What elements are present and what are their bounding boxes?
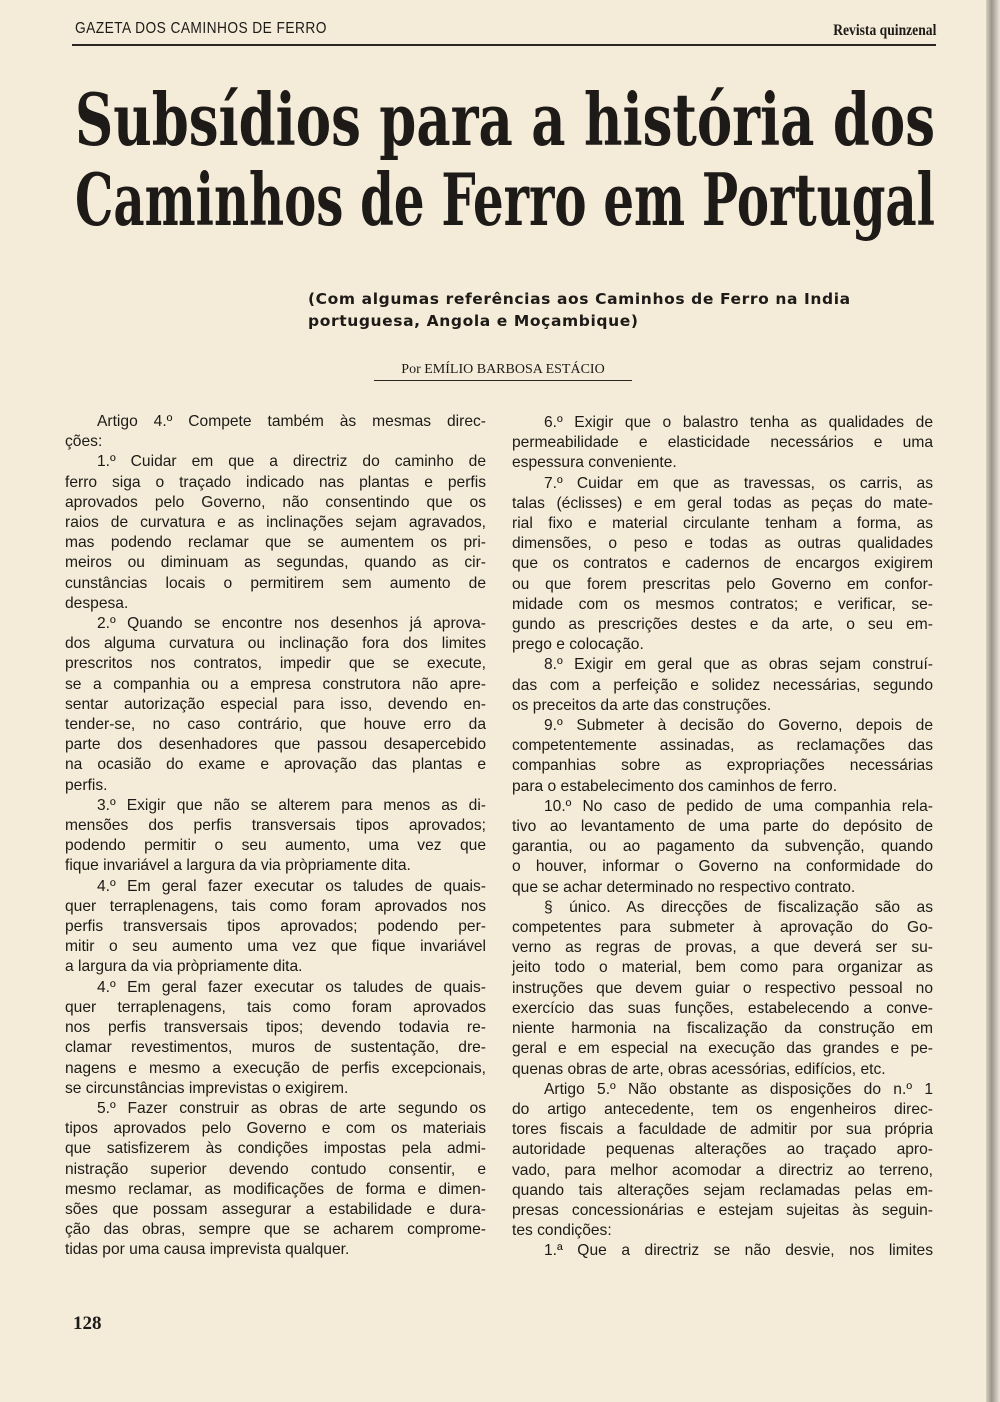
article-subtitle <box>308 288 851 332</box>
paragraph-line: sentar autorização especial para isso, devendo en- <box>65 695 486 713</box>
paragraph-line: tidas por uma causa imprevista qualquer. <box>65 1241 350 1259</box>
paragraph-line: 10.º No caso de pedido de uma companhia rela- <box>544 797 933 815</box>
paragraph-line: jeito todo o material, bem como para organizar as <box>512 959 933 977</box>
paragraph-line: mas podendo reclamar que se aumentem os pri- <box>65 534 486 552</box>
paragraph-line: raios de curvatura e as inclinações sejam agravados, <box>65 514 486 532</box>
paragraph-line: dimensões, o peso e todas as outras qualidades <box>512 535 933 553</box>
paragraph-line: niente harmonia na fiscalização da construção em <box>512 1020 933 1038</box>
paragraph-line: ção das obras, sempre que se acharem comprome- <box>65 1221 486 1239</box>
paragraph-line: mitir o seu aumento uma vez que fique invariável <box>65 938 486 956</box>
paragraph-line: vado, para melhor acomodar a directriz ao terreno, <box>512 1161 933 1179</box>
paragraph-line: perfis transversais tipos aprovados; podendo per- <box>65 918 486 936</box>
subtitle-line: (Com algumas referências aos Caminhos de Ferro na India <box>308 290 851 308</box>
paragraph-line: 9.º Submeter à decisão do Governo, depois de <box>544 717 933 735</box>
paragraph-line: 1.º Cuidar em que a directriz do caminho de <box>97 453 486 471</box>
paragraph-line: quer terraplenagens, tais como foram aprovados <box>65 998 486 1016</box>
publication-name: GAZETA DOS CAMINHOS DE FERRO <box>75 20 327 37</box>
paragraph-line: ferro siga o traçado indicado nas plantas e perfis <box>65 473 486 491</box>
paragraph-line: se a companhia ou a empresa construtora não apre- <box>65 675 486 693</box>
paragraph-line: nos perfis transversais tipos; devendo todavia re- <box>65 1019 486 1037</box>
paragraph-line: que se achar determinado no respectivo contrato. <box>512 878 856 896</box>
subtitle-line: portuguesa, Angola e Moçambique) <box>308 312 639 330</box>
article-title-line-1 <box>75 77 935 162</box>
paragraph-line: 3.º Exigir que não se alterem para menos as di- <box>97 796 486 814</box>
text-column-right <box>512 413 933 1262</box>
paragraph-line: 6.º Exigir que o balastro tenha as qualidades de <box>544 414 933 431</box>
paragraph-line: meiros ou diminuam as segundas, quando as cir- <box>65 554 486 572</box>
paragraph-line: Artigo 4.º Compete também às mesmas direc- <box>97 413 486 430</box>
paragraph-line: midade com os mesmos contratos; e verificar, se- <box>512 595 933 613</box>
paragraph-line: do artigo antecedente, tem os engenheiros direc- <box>512 1100 933 1118</box>
paragraph-line: tipos aprovados pelo Governo e com os materiais <box>65 1120 486 1138</box>
author-byline: Por EMÍLIO BARBOSA ESTÁCIO <box>374 362 632 381</box>
paragraph-line: Artigo 5.º Não obstante as disposições do n.º 1 <box>544 1080 933 1098</box>
paragraph-line: ou que forem prescritas pelo Governo em confor- <box>512 575 933 593</box>
paragraph-line: 4.º Em geral fazer executar os taludes de quais- <box>97 877 486 895</box>
paragraph-line: clamar revestimentos, muros de sustentação, dre- <box>65 1039 486 1057</box>
paragraph-line: dos alguma curvatura ou inclinação fora dos limites <box>65 635 486 653</box>
paragraph-line: 8.º Exigir em geral que as obras sejam construí- <box>544 656 933 674</box>
paragraph-line: 2.º Quando se encontre nos desenhos já aprova- <box>97 615 486 633</box>
paragraph-line: permeabilidade e elasticidade necessários e uma <box>512 434 933 452</box>
paragraph-line: fique invariável a largura da via pròpriamente dita. <box>65 857 411 875</box>
paragraph-line: se circunstâncias imprevistas o exigirem. <box>65 1079 349 1097</box>
title-text: Subsídios para a história dos <box>75 77 935 162</box>
article-title-line-2 <box>75 157 935 242</box>
paragraph-line: tes condições: <box>512 1222 612 1240</box>
paragraph-line: verno as regras de provas, a que deverá ser su- <box>512 939 933 957</box>
paragraph-line: para o estabelecimento dos caminhos de ferro. <box>512 777 838 795</box>
paragraph-line: talas (éclisses) e em geral todas as peças do mate- <box>512 494 933 512</box>
publication-frequency: Revista quinzenal <box>832 22 936 39</box>
paragraph-line: quenas obras de arte, obras acessórias, edifícios, etc. <box>512 1060 886 1078</box>
paragraph-line: autoridade pequenas alterações ao traçado apro- <box>512 1141 933 1159</box>
paragraph-line: rial fixo e material circulante tenham a forma, as <box>512 515 933 533</box>
paragraph-line: tivo ao levantamento de uma parte do depósito de <box>512 818 933 836</box>
paragraph-line: nistração superior devendo contudo consentir, e <box>65 1160 486 1178</box>
paragraph-line: § único. As direcções de fiscalização são as <box>544 898 933 916</box>
paragraph-line: cunstâncias locais o permitirem sem aumento de <box>65 574 486 592</box>
paragraph-line: das com a perfeição e solidez necessárias, segundo <box>512 676 933 694</box>
paragraph-line: na ocasião do exame e aprovação das plantas e <box>65 756 486 774</box>
paragraph-line: espessura conveniente. <box>512 454 677 472</box>
paragraph-line: mensões dos perfis transversais tipos aprovados; <box>65 817 486 835</box>
paragraph-line: que os contratos e cadernos de encargos exigirem <box>512 555 933 573</box>
paragraph-line: companhias sobre as expropriações necessárias <box>512 757 933 775</box>
paragraph-line: 4.º Em geral fazer executar os taludes de quais- <box>97 978 486 996</box>
paragraph-line: garantia, ou ao pagamento da subvenção, quando <box>512 838 933 856</box>
paragraph-line: nagens e mesmo a execução de perfis excepcionais, <box>65 1059 486 1077</box>
paragraph-line: prescritos nos contratos, impedir que se execute, <box>65 655 486 673</box>
page-number: 128 <box>73 1313 102 1334</box>
paragraph-line: quando tais alterações sejam reclamadas pelas em- <box>512 1181 933 1199</box>
paragraph-line: instruções que devem guiar o respectivo pessoal no <box>512 979 933 997</box>
paragraph-line: aprovados pelo Governo, não consentindo que os <box>65 493 486 511</box>
header-rule <box>72 44 936 46</box>
paragraph-line: tender-se, no caso contrário, que houve erro da <box>65 716 486 734</box>
page-edge <box>986 0 1000 1402</box>
paragraph-line: despesa. <box>65 594 129 612</box>
paragraph-line: a largura da via pròpriamente dita. <box>65 958 303 976</box>
paragraph-line: quer terraplenagens, tais como foram aprovados nos <box>65 897 486 915</box>
paragraph-line: podendo permitir o seu aumento, uma vez que <box>65 837 486 855</box>
paragraph-line: que satisfizerem às condições impostas pela admi- <box>65 1140 486 1158</box>
paragraph-line: 5.º Fazer construir as obras de arte segundo os <box>97 1099 486 1117</box>
paragraph-line: perfis. <box>65 776 108 794</box>
paragraph-line: parte dos desenhadores que passou desapercebido <box>65 736 486 754</box>
paragraph-line: gundo as prescrições destes e da arte, o seu em- <box>512 616 933 634</box>
paragraph-line: 7.º Cuidar em que as travessas, os carris, as <box>544 474 933 492</box>
paragraph-line: os preceitos da arte das construções. <box>512 696 772 714</box>
paragraph-line: exercício das suas funções, estabelecendo a conve- <box>512 999 933 1017</box>
title-text: Caminhos de Ferro em Portugal <box>75 157 935 242</box>
text-column-left <box>65 412 486 1261</box>
paragraph-line: ções: <box>65 433 103 451</box>
paragraph-line: tores fiscais a faculdade de admitir por sua própria <box>512 1121 933 1139</box>
paragraph-line: sões que possam assegurar a estabilidade e dura- <box>65 1200 486 1218</box>
paragraph-line: geral e em especial na execução das grandes e pe- <box>512 1040 933 1058</box>
paragraph-line: competentemente assinadas, as reclamações das <box>512 737 933 755</box>
paragraph-line: o houver, informar o Governo na conformidade do <box>512 858 933 876</box>
paragraph-line: mesmo reclamar, as modificações de forma e dimen- <box>65 1180 486 1198</box>
paragraph-line: competentes para submeter à aprovação do Go- <box>512 919 933 937</box>
paragraph-line: prego e colocação. <box>512 636 644 654</box>
paragraph-line: 1.ª Que a directriz se não desvie, nos limites <box>544 1242 933 1260</box>
paragraph-line: presas concessionárias e estejam sujeitas às seguin- <box>512 1201 933 1219</box>
